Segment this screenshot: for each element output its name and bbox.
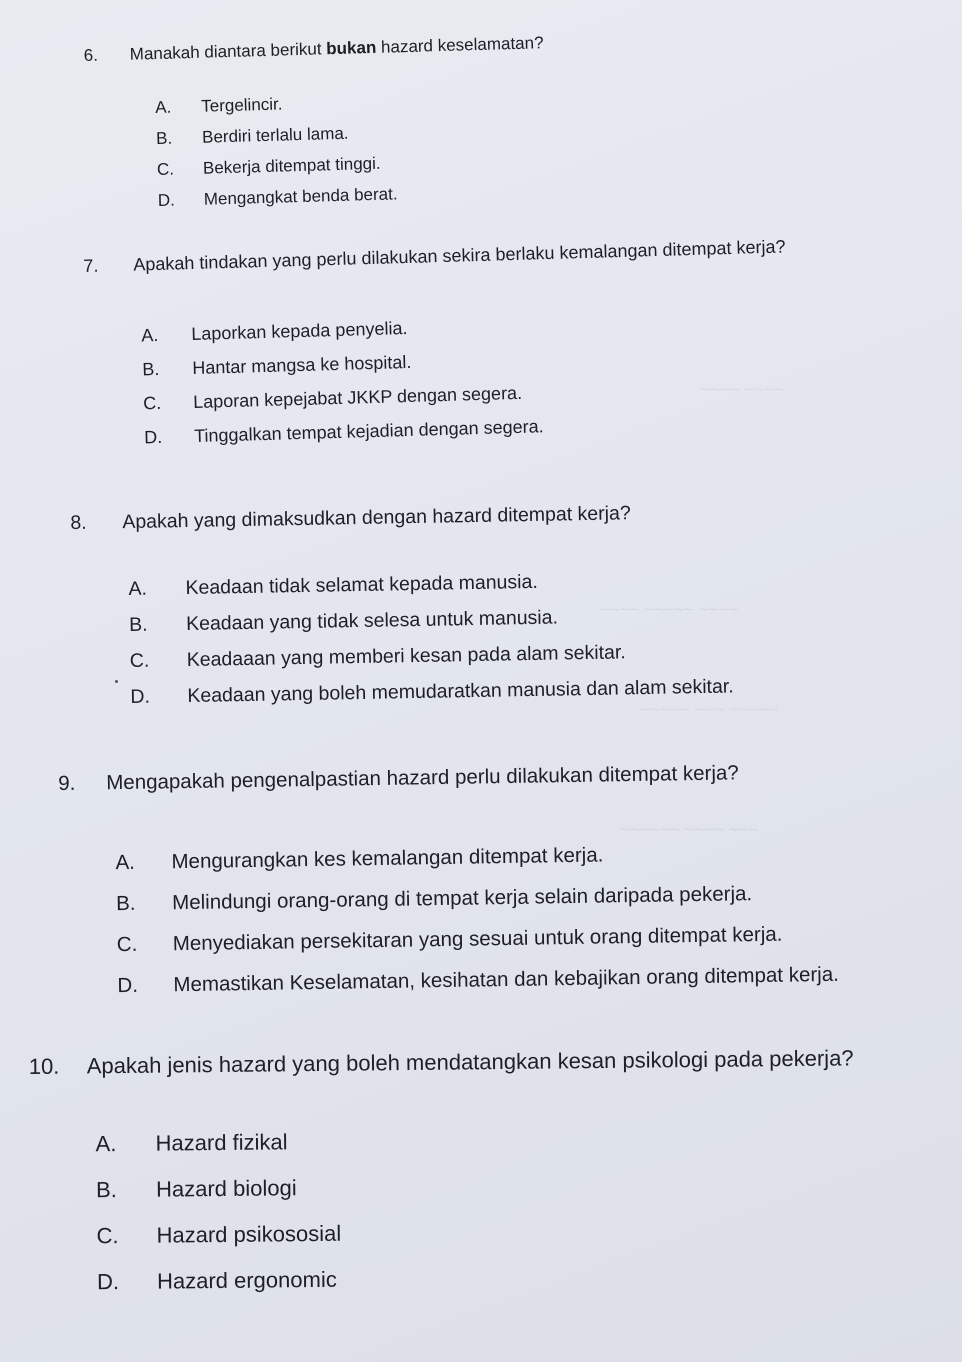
- option-letter: C.: [142, 392, 162, 414]
- option-text: Hazard biologi: [155, 1175, 297, 1202]
- question-number: 6.: [83, 45, 99, 66]
- option-letter: D.: [96, 1269, 120, 1295]
- question-text-part: hazard keselamatan?: [376, 33, 544, 57]
- option-letter: D.: [157, 190, 176, 211]
- option-b[interactable]: [96, 1169, 855, 1223]
- question-6: [84, 33, 549, 224]
- option-text: Hazard ergonomic: [156, 1266, 337, 1294]
- option-text: Hazard fizikal: [155, 1129, 288, 1156]
- question-number: 10.: [28, 1053, 60, 1080]
- bleed-through-text: ~~~~~ ~~~ ~~~~~: [640, 700, 779, 719]
- option-letter: D.: [117, 973, 139, 998]
- question-stem: [70, 500, 731, 535]
- option-letter: D.: [130, 685, 151, 708]
- question-text: [129, 33, 543, 65]
- option-text: Menyediakan persekitaran yang sesuai untuk orang ditempat kerja.: [172, 922, 783, 956]
- question-text: Apakah jenis hazard yang boleh mendatangkan kesan psikologi pada pekerja?: [86, 1045, 854, 1079]
- question-text-part: Manakah diantara berikut: [129, 39, 327, 64]
- question-10: [29, 1045, 857, 1316]
- question-stem: [29, 1045, 854, 1080]
- bleed-through-text: ~~~~~~ ~~~~ ~~~: [620, 820, 759, 839]
- option-text: Keadaan yang boleh memudaratkan manusia dan alam sekitar.: [187, 675, 734, 707]
- option-text: Bekerja ditempat tinggi.: [202, 153, 381, 178]
- option-letter: C.: [96, 1223, 119, 1249]
- option-text: Mengangkat benda berat.: [203, 184, 398, 209]
- question-stem: [58, 760, 836, 796]
- option-text: Melindungi orang-orang di tempat kerja selain daripada pekerja.: [171, 882, 753, 915]
- question-7: [83, 236, 791, 463]
- question-number: 7.: [83, 255, 99, 277]
- bleed-through-text: ~~~~ ~~~~~ ~~~~: [600, 600, 739, 619]
- option-letter: C.: [129, 649, 150, 672]
- option-letter: B.: [115, 891, 136, 916]
- question-stem: [84, 33, 544, 66]
- option-a[interactable]: [95, 1123, 854, 1177]
- question-text: Apakah yang dimaksudkan dengan hazard ditempat kerja?: [122, 502, 631, 534]
- option-text: Keadaan tidak selamat kepada manusia.: [185, 570, 538, 600]
- option-letter: B.: [95, 1177, 117, 1203]
- question-text: Apakah tindakan yang perlu dilakukan sekira berlaku kemalangan ditempat kerja?: [133, 236, 786, 275]
- options-list: [155, 87, 548, 222]
- option-text: Hantar mangsa ke hospital.: [192, 351, 412, 379]
- option-letter: C.: [116, 932, 138, 957]
- question-text-emphasis: bukan: [325, 37, 377, 59]
- option-letter: A.: [115, 850, 136, 875]
- question-9: [58, 760, 839, 1016]
- option-letter: B.: [155, 128, 173, 149]
- question-8: [70, 500, 734, 722]
- option-text: Keadaan yang tidak selesa untuk manusia.: [185, 606, 559, 636]
- option-text: Mengurangkan kes kemalangan ditempat kerja.: [171, 843, 604, 874]
- option-text: Berdiri terlalu lama.: [201, 123, 349, 147]
- option-text: Tergelincir.: [200, 94, 283, 116]
- option-letter: A.: [95, 1131, 117, 1157]
- options-list: [141, 307, 791, 461]
- option-text: Tinggalkan tempat kejadian dengan segera.: [193, 416, 544, 447]
- option-letter: A.: [154, 97, 172, 118]
- options-list: [115, 840, 839, 1015]
- option-text: Laporan kepejabat JKKP dengan segera.: [192, 382, 523, 413]
- option-letter: A.: [141, 324, 159, 346]
- question-number: 9.: [58, 771, 76, 796]
- option-letter: B.: [128, 613, 148, 637]
- option-text: Hazard psikososial: [156, 1220, 342, 1248]
- option-letter: A.: [128, 577, 148, 601]
- bleed-through-text: ~~~~ ~~~~: [700, 380, 785, 399]
- question-stem: [83, 236, 786, 277]
- option-letter: D.: [143, 426, 163, 448]
- option-d[interactable]: [97, 1261, 856, 1315]
- options-list: [95, 1123, 856, 1315]
- option-text: Keadaaan yang memberi kesan pada alam sekitar.: [186, 641, 626, 672]
- option-text: Laporkan kepada penyelia.: [191, 318, 408, 345]
- option-letter: C.: [156, 159, 175, 180]
- option-text: Memastikan Keselamatan, kesihatan dan kebajikan orang ditempat kerja.: [173, 962, 840, 997]
- question-text: Mengapakah pengenalpastian hazard perlu dilakukan ditempat kerja?: [106, 761, 739, 795]
- question-number: 8.: [70, 511, 87, 535]
- option-letter: B.: [142, 358, 160, 380]
- options-list: [128, 567, 734, 722]
- option-c[interactable]: [96, 1215, 855, 1269]
